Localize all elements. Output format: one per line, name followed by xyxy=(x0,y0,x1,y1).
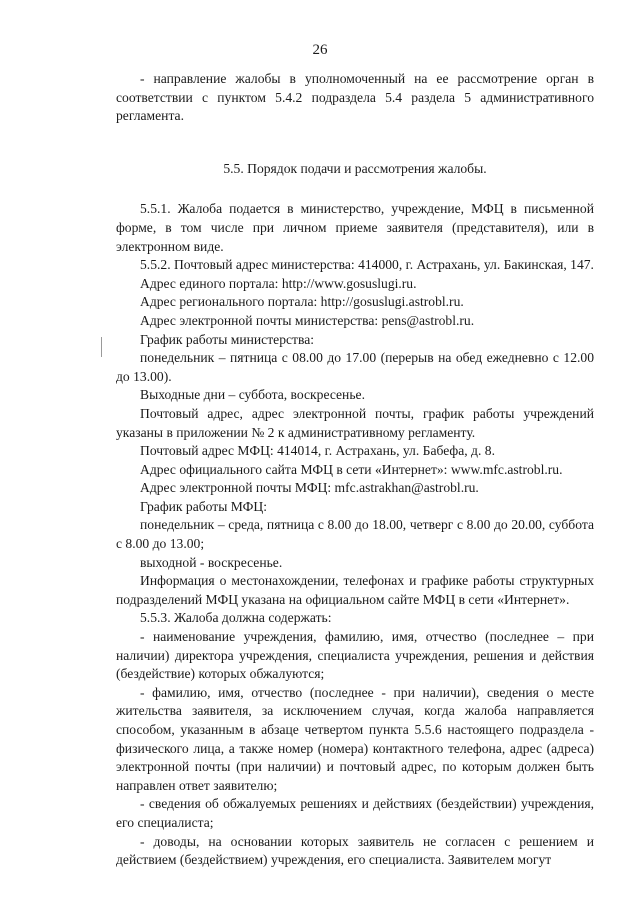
paragraph: - фамилию, имя, отчество (последнее - при наличии), сведения о месте жительства заявителя, за исключением случая, когда жалоба направляется способом, указанным в абзаце четвертом пункта 5.5.6 настоящего подраздела - физического лица, а также номер (номера) контактного телефона, адрес (адреса) электронной почты (при наличии) и почтовый адрес, по которым должен быть направлен ответ заявителю; xyxy=(116,684,594,793)
paragraph: Почтовый адрес, адрес электронной почты, график работы учреждений указаны в приложении № 2 к административному регламенту. xyxy=(116,405,594,440)
paragraph: График работы министерства: xyxy=(140,331,315,347)
paragraph: Адрес электронной почты министерства: pens@astrobl.ru. xyxy=(140,312,475,328)
paragraph: Адрес регионального портала: http://gosuslugi.astrobl.ru. xyxy=(140,294,464,310)
paragraph: Адрес единого портала: http://www.gosuslugi.ru. xyxy=(140,275,417,291)
paragraph: - доводы, на основании которых заявитель не согласен с решением и действием (бездействием) учреждения, его специалиста. Заявителем могут xyxy=(116,833,594,868)
section-heading: 5.5. Порядок подачи и рассмотрения жалобы. xyxy=(223,160,487,176)
paragraph: Адрес официального сайта МФЦ в сети «Интернет»: www.mfc.astrobl.ru. xyxy=(140,461,563,477)
paragraph: Информация о местонахождении, телефонах и графике работы структурных подразделений МФЦ указана на официальном сайте МФЦ в сети «Интернет». xyxy=(116,573,594,607)
paragraph: График работы МФЦ: xyxy=(140,498,267,514)
paragraph: 5.5.3. Жалоба должна содержать: xyxy=(140,610,332,626)
page-number: 26 xyxy=(312,42,328,58)
paragraph: - направление жалобы в уполномоченный на ее рассмотрение орган в соответствии с пунктом 5.4.2 подраздела 5.4 раздела 5 административного регламента. xyxy=(116,71,594,124)
document-body xyxy=(116,70,594,870)
paragraph: Выходные дни – суббота, воскресенье. xyxy=(140,387,365,403)
paragraph: 5.5.2. Почтовый адрес министерства: 414000, г. Астрахань, ул. Бакинская, 147. xyxy=(140,257,594,273)
paragraph: понедельник – среда, пятница с 8.00 до 18.00, четверг с 8.00 до 20.00, суббота с 8.00 до 13.00; xyxy=(116,517,594,552)
paragraph: Почтовый адрес МФЦ: 414014, г. Астрахань, ул. Бабефа, д. 8. xyxy=(140,443,495,459)
margin-mark xyxy=(101,337,102,357)
paragraph: выходной - воскресенье. xyxy=(140,554,283,570)
paragraph: - наименование учреждения, фамилию, имя, отчество (последнее – при наличии) директора учреждения, специалиста учреждения, решения и действия (бездействие) которых обжалуются; xyxy=(116,629,594,682)
paragraph: 5.5.1. Жалоба подается в министерство, учреждение, МФЦ в письменной форме, в том числе при личном приеме заявителя (представителя), или в электронном виде. xyxy=(116,201,594,254)
paragraph: понедельник – пятница с 08.00 до 17.00 (перерыв на обед ежедневно с 12.00 до 13.00). xyxy=(116,350,594,384)
paragraph: Адрес электронной почты МФЦ: mfc.astrakhan@astrobl.ru. xyxy=(140,480,479,496)
paragraph: - сведения об обжалуемых решениях и действиях (бездействии) учреждения, его специалиста; xyxy=(116,796,594,830)
